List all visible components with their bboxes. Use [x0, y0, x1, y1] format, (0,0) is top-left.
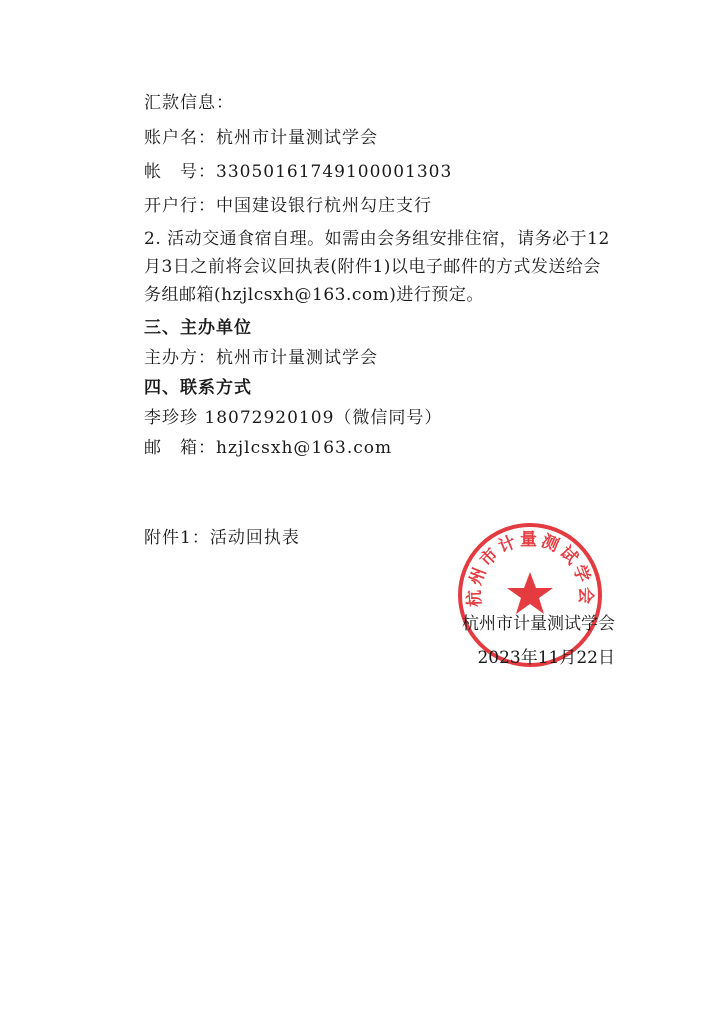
- organizer: 主办方：杭州市计量测试学会: [144, 348, 378, 368]
- account-number-row: [144, 162, 452, 182]
- contact-person: 李珍珍 18072920109（微信同号）: [144, 408, 443, 428]
- contact-email: 邮 箱：hzjlcsxh@163.com: [144, 438, 393, 458]
- signature-date: 2023年11月22日: [477, 648, 615, 668]
- section-4-heading: 四、联系方式: [144, 378, 252, 398]
- account-number-label: 帐 号：: [144, 162, 216, 182]
- seal-text: 杭州市计量测试学会: [464, 529, 596, 608]
- account-name: 账户名：杭州市计量测试学会: [144, 128, 378, 148]
- attachment-note: 附件1：活动回执表: [144, 528, 300, 548]
- remit-title: 汇款信息：: [144, 93, 234, 113]
- item-2-paragraph: 2. 活动交通食宿自理。如需由会务组安排住宿，请务必于12月3日之前将会议回执表(附件1)以电子邮件的方式发送给会务组邮箱(hzjlcsxh@163.com)进行预定。: [144, 229, 610, 305]
- account-number: 33050161749100001303: [216, 162, 453, 182]
- section-3-heading: 三、主办单位: [144, 318, 252, 338]
- bank-name: 开户行：中国建设银行杭州勾庄支行: [144, 196, 432, 216]
- signature-org: 杭州市计量测试学会: [462, 614, 615, 634]
